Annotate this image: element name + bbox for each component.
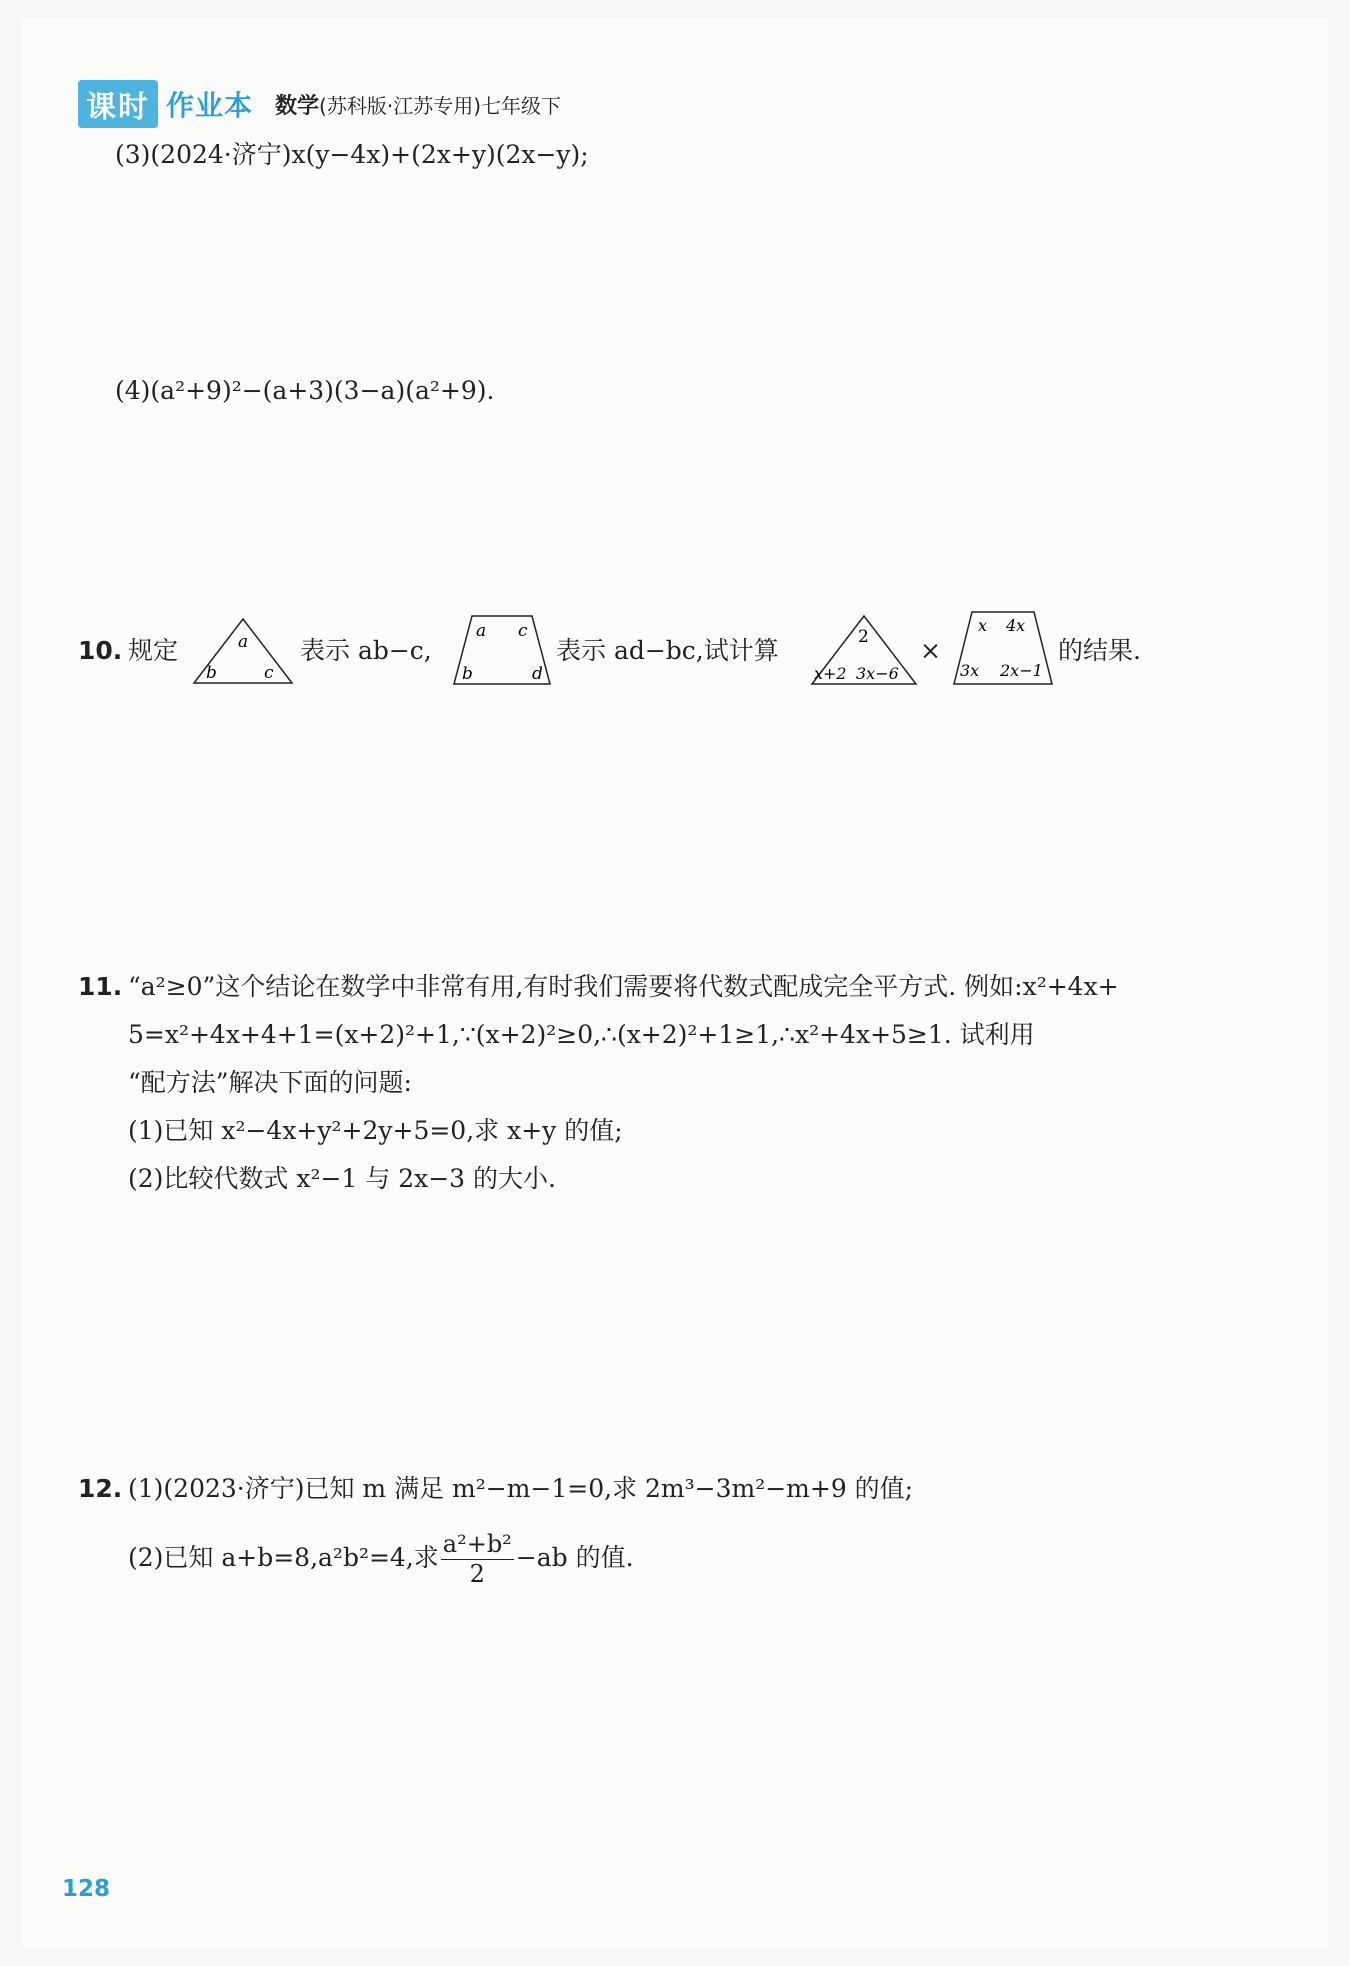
q9-part3: (3)(2024·济宁)x(y−4x)+(2x+y)(2x−y); [115,140,589,169]
tri-val-right: 3x−6 [856,664,899,683]
q10-number: 10. [78,636,123,665]
trapezoid-definition [450,612,554,688]
triangle-value [808,612,920,688]
trap-val-bl: 3x [960,661,980,680]
header [78,82,561,126]
q12-part2-end: −ab 的值. [515,1542,634,1572]
fraction [441,1530,514,1589]
trap-def-tr: c [518,621,528,641]
q11-part2: (2)比较代数式 x²−1 与 2x−3 的大小. [128,1164,556,1193]
q10-text-triangle-means: 表示 ab−c, [300,636,432,665]
q11-number: 11. [78,972,123,1001]
tri-val-left: x+2 [814,664,847,683]
tri-def-right: c [264,663,274,683]
q12-number: 12. [78,1474,123,1503]
q11-line2: 5=x²+4x+4+1=(x+2)²+1,∵(x+2)²≥0,∴(x+2)²+1≥1,∴x²+4x+5≥1. 试利用 [128,1020,1035,1049]
q12-part1: (1)(2023·济宁)已知 m 满足 m²−m−1=0,求 2m³−3m²−m+9 的值; [128,1474,914,1503]
q12-part2 [128,1530,634,1589]
q10-text-result: 的结果. [1058,636,1141,665]
page-number: 128 [62,1876,111,1902]
book-title: 数学(苏科版·江苏专用)七年级下 [275,93,561,119]
trap-val-tr: 4x [1006,616,1026,635]
trap-def-br: d [532,664,543,684]
trap-val-tl: x [978,616,988,635]
q12-part2-start: (2)已知 a+b=8,a²b²=4,求 [128,1542,439,1572]
fraction-numerator: a²+b² [442,1530,512,1558]
trap-val-br: 2x−1 [1000,661,1043,680]
tri-def-left: b [206,663,217,683]
tri-def-top: a [238,632,249,652]
q9-part4: (4)(a²+9)²−(a+3)(3−a)(a²+9). [115,376,495,405]
logo: 课时 [78,80,158,128]
times-sign: × [920,636,941,665]
q10-text-define: 规定 [128,636,179,665]
q11-part1: (1)已知 x²−4x+y²+2y+5=0,求 x+y 的值; [128,1116,623,1145]
trapezoid-value [950,608,1056,688]
q11-line3: “配方法”解决下面的问题: [128,1068,412,1097]
q10-text-trapezoid-means: 表示 ad−bc,试计算 [556,636,779,665]
tri-val-top: 2 [858,627,869,647]
brand-name: 作业本 [166,89,254,122]
trap-def-tl: a [476,621,487,641]
fraction-denominator: 2 [469,1559,485,1588]
triangle-definition [190,615,296,687]
trap-def-bl: b [462,664,473,684]
q11-line1: “a²≥0”这个结论在数学中非常有用,有时我们需要将代数式配成完全平方式. 例如:x²+4x+ [128,972,1119,1001]
